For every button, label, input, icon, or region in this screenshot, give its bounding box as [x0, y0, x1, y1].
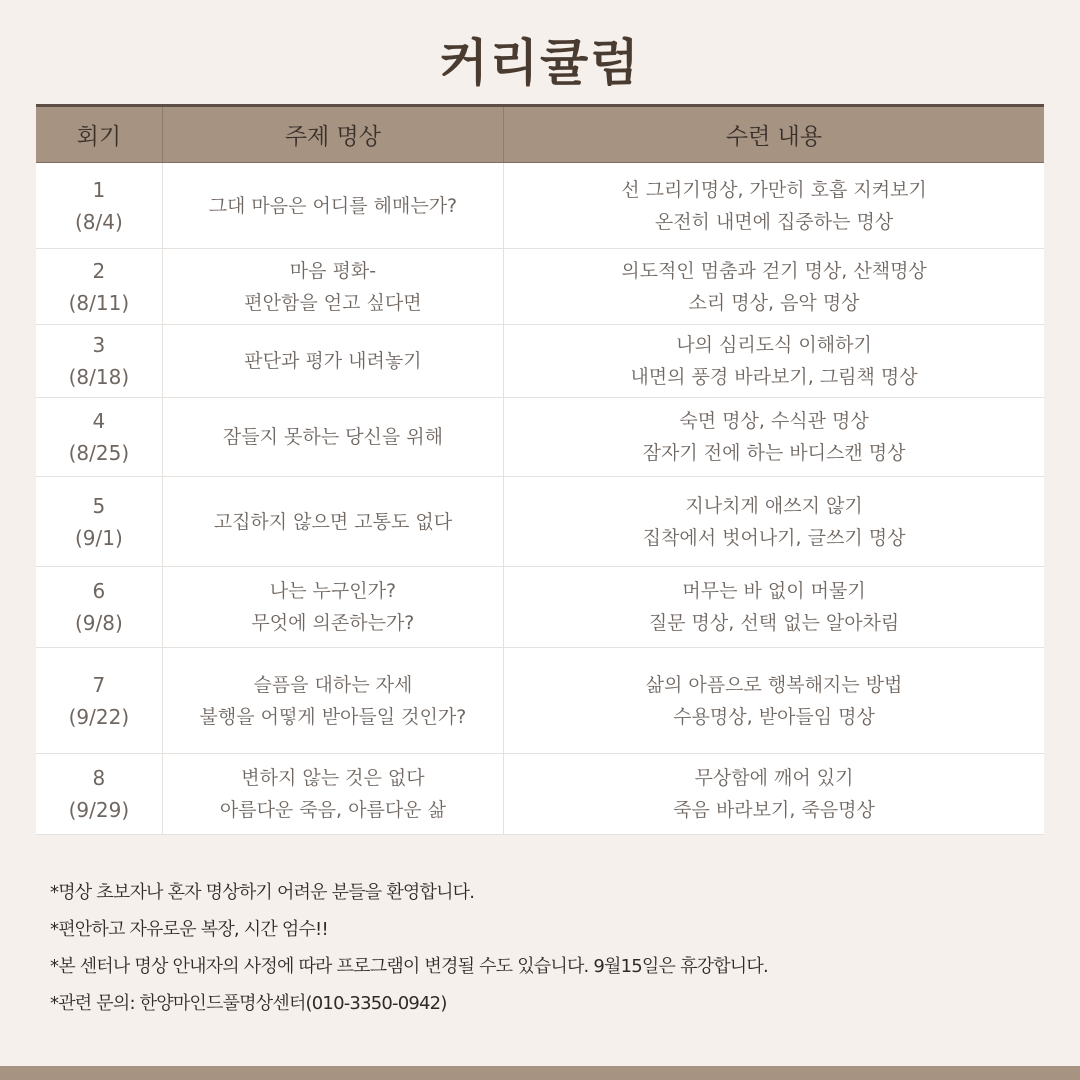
- theme-line: 슬픔을 대하는 자세: [253, 673, 413, 696]
- theme-line: 고집하지 않으면 고통도 없다: [213, 510, 453, 533]
- theme-line: 아름다운 죽음, 아름다운 삶: [219, 799, 446, 821]
- session-number: 7: [92, 672, 106, 697]
- content-cell: [504, 163, 1044, 248]
- content-line: 온전히 내면에 집중하는 명상: [654, 210, 894, 233]
- table-row: [36, 754, 1044, 835]
- content-cell: [504, 325, 1044, 397]
- note-contact: *관련 문의: 한양마인드풀명상센터(010-3350-0942): [50, 993, 447, 1014]
- session-cell: [36, 163, 163, 248]
- session-date: (9/1): [74, 525, 123, 550]
- session-date: (9/29): [68, 798, 130, 822]
- header-content: 수련 내용: [725, 124, 823, 150]
- session-number: 8: [92, 766, 106, 790]
- session-cell: [36, 567, 163, 647]
- session-number: 2: [92, 258, 106, 283]
- session-number: 3: [92, 333, 106, 357]
- content-line: 머무는 바 없이 머물기: [682, 580, 866, 602]
- content-cell: [504, 249, 1044, 324]
- note-schedule-change: *본 센터나 명상 안내자의 사정에 따라 프로그램이 변경될 수도 있습니다. 9월15일은 휴강합니다.: [50, 956, 768, 977]
- theme-cell: [163, 754, 504, 834]
- theme-cell: [163, 648, 504, 753]
- session-date: (9/8): [74, 611, 123, 635]
- session-date: (8/4): [74, 209, 123, 234]
- content-line: 질문 명상, 선택 없는 알아차림: [648, 612, 900, 634]
- session-cell: [36, 754, 163, 834]
- session-number: 5: [92, 493, 106, 518]
- table-row: [36, 398, 1044, 477]
- page-title: 커리큘럼: [439, 34, 641, 92]
- content-line: 무상함에 깨어 있기: [694, 767, 854, 789]
- session-cell: [36, 249, 163, 324]
- session-cell: [36, 648, 163, 753]
- session-date: (8/11): [68, 290, 130, 315]
- theme-cell: [163, 567, 504, 647]
- session-date: (8/25): [68, 441, 130, 465]
- table-header: [36, 107, 1044, 163]
- session-cell: [36, 477, 163, 566]
- table-row: [36, 648, 1044, 754]
- content-cell: [504, 567, 1044, 647]
- content-line: 내면의 풍경 바라보기, 그림책 명상: [630, 366, 918, 388]
- content-line: 잠자기 전에 하는 바디스캔 명상: [642, 442, 906, 464]
- content-cell: [504, 398, 1044, 476]
- theme-line: 마음 평화-: [289, 259, 377, 282]
- content-cell: [504, 648, 1044, 753]
- table-row: [36, 163, 1044, 249]
- content-line: 소리 명상, 음악 명상: [688, 291, 860, 314]
- content-cell: [504, 477, 1044, 566]
- content-line: 나의 심리도식 이해하기: [676, 334, 872, 356]
- content-line: 숙면 명상, 수식관 명상: [679, 410, 869, 432]
- content-line: 의도적인 멈춤과 걷기 명상, 산책명상: [621, 259, 927, 282]
- theme-cell: [163, 163, 504, 248]
- theme-line: 불행을 어떻게 받아들일 것인가?: [199, 705, 467, 728]
- footer-bar: [0, 1066, 1080, 1080]
- theme-cell: [163, 249, 504, 324]
- table-row: [36, 325, 1044, 398]
- notes-section: [50, 874, 1050, 1022]
- theme-line: 그대 마음은 어디를 헤매는가?: [208, 194, 458, 217]
- content-line: 죽음 바라보기, 죽음명상: [673, 799, 875, 821]
- theme-line: 잠들지 못하는 당신을 위해: [222, 426, 443, 448]
- theme-line: 변하지 않는 것은 없다: [241, 767, 425, 789]
- session-number: 4: [92, 409, 106, 433]
- table-row: [36, 477, 1044, 567]
- content-line: 선 그리기명상, 가만히 호흡 지켜보기: [621, 178, 927, 201]
- theme-cell: [163, 477, 504, 566]
- content-line: 삶의 아픔으로 행복해지는 방법: [645, 673, 903, 696]
- theme-cell: [163, 325, 504, 397]
- note-dress-code: *편안하고 자유로운 복장, 시간 엄수!!: [50, 919, 328, 940]
- session-cell: [36, 325, 163, 397]
- curriculum-table: [36, 104, 1044, 835]
- note-welcome: *명상 초보자나 혼자 명상하기 어려운 분들을 환영합니다.: [50, 882, 475, 903]
- content-line: 지나치게 애쓰지 않기: [685, 494, 863, 517]
- session-date: (8/18): [68, 365, 130, 389]
- theme-line: 판단과 평가 내려놓기: [244, 350, 422, 372]
- session-date: (9/22): [68, 704, 130, 729]
- session-number: 6: [92, 579, 106, 603]
- theme-line: 편안함을 얻고 싶다면: [244, 291, 422, 314]
- table-row: [36, 567, 1044, 648]
- session-cell: [36, 398, 163, 476]
- header-theme: 주제 명상: [163, 107, 504, 162]
- content-line: 집착에서 벗어나기, 글쓰기 명상: [642, 526, 906, 549]
- theme-line: 무엇에 의존하는가?: [251, 612, 415, 634]
- theme-cell: [163, 398, 504, 476]
- session-number: 1: [92, 177, 106, 202]
- header-session: 회기: [36, 107, 163, 162]
- table-row: [36, 249, 1044, 325]
- content-cell: [504, 754, 1044, 834]
- content-line: 수용명상, 받아들임 명상: [673, 705, 875, 728]
- theme-line: 나는 누구인가?: [269, 580, 397, 602]
